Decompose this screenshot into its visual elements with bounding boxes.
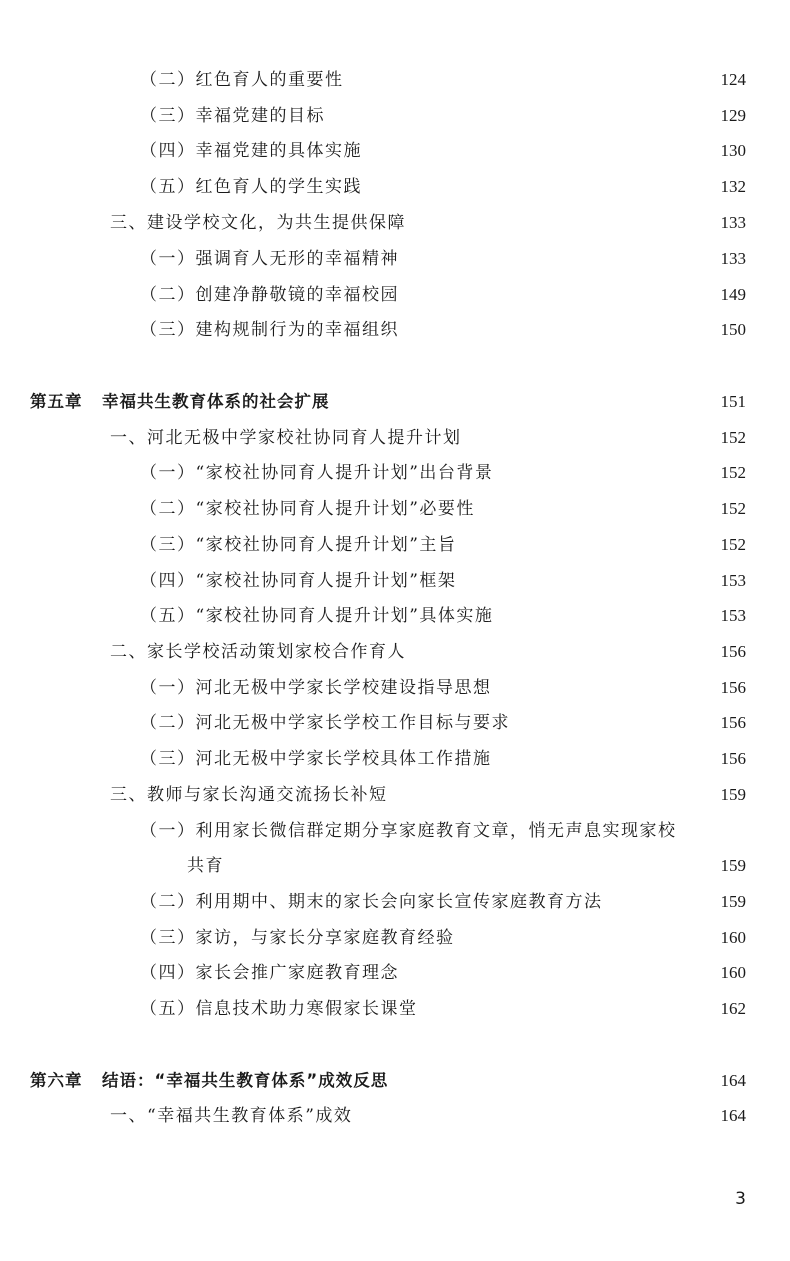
toc-entry-title: 一、“幸福共生教育体系”成效: [110, 1106, 353, 1126]
toc-entry-title: （一）河北无极中学家长学校建设指导思想: [140, 678, 492, 698]
toc-entry-title: （二）河北无极中学家长学校工作目标与要求: [140, 713, 510, 733]
toc-entry: [0, 241, 790, 277]
toc-entry-title: （三）幸福党建的目标: [140, 106, 325, 126]
toc-entry: [0, 955, 790, 991]
toc-entry-continuation: [0, 848, 790, 884]
toc-entry-title: 一、河北无极中学家校社协同育人提升计划: [110, 428, 462, 448]
toc-entry-page: 156: [720, 713, 746, 732]
toc-entry-title: （五）“家校社协同育人提升计划”具体实施: [140, 606, 494, 626]
toc-entry-title: （三）建构规制行为的幸福组织: [140, 320, 399, 340]
toc-entry: [0, 705, 790, 741]
toc-entry-page: 151: [720, 392, 746, 411]
toc-entry: [0, 62, 790, 98]
toc-entry: [0, 920, 790, 956]
toc-entry: [0, 491, 790, 527]
toc-entry-page: 160: [720, 928, 746, 947]
toc-entry-page: 164: [720, 1071, 746, 1090]
toc-entry-page: 150: [720, 320, 746, 339]
toc-entry: [0, 527, 790, 563]
chapter-title: 结语：“幸福共生教育体系”成效反思: [102, 1071, 389, 1090]
toc-entry-page: 152: [720, 463, 746, 482]
toc-entry: [0, 598, 790, 634]
toc-entry: [0, 813, 790, 849]
toc-entry-page: 156: [720, 749, 746, 768]
toc-entry-title: （二）创建净静敬镜的幸福校园: [140, 285, 399, 305]
toc-entry-page: 152: [720, 499, 746, 518]
toc-entry-page: 129: [720, 106, 746, 125]
toc-entry-title: （三）河北无极中学家长学校具体工作措施: [140, 749, 492, 769]
toc-entry-page: 153: [720, 571, 746, 590]
toc-chapter-heading: [0, 1063, 790, 1099]
toc-entry: [0, 1098, 790, 1134]
toc-entry-page: 132: [720, 177, 746, 196]
toc-entry-page: 130: [720, 141, 746, 160]
toc-entry: [0, 312, 790, 348]
toc-entry-title: （三）“家校社协同育人提升计划”主旨: [140, 535, 457, 555]
toc-entry-title: 三、教师与家长沟通交流扬长补短: [110, 785, 388, 805]
toc-entry-title: 三、建设学校文化，为共生提供保障: [110, 213, 406, 233]
toc-entry-title: 共育: [187, 856, 224, 876]
toc-entry-title: （五）信息技术助力寒假家长课堂: [140, 999, 418, 1019]
toc-entry: [0, 634, 790, 670]
chapter-title: 幸福共生教育体系的社会扩展: [102, 392, 330, 411]
toc-entry: [0, 777, 790, 813]
toc-entry-page: 149: [720, 285, 746, 304]
toc-entry-title: （五）红色育人的学生实践: [140, 177, 362, 197]
toc-entry: [0, 991, 790, 1027]
toc-entry-page: 160: [720, 963, 746, 982]
toc-entry: [0, 420, 790, 456]
chapter-label: 第六章: [30, 1071, 83, 1090]
toc-entry-title: （二）红色育人的重要性: [140, 70, 344, 90]
toc-entry-title: （二）“家校社协同育人提升计划”必要性: [140, 499, 475, 519]
toc-entry-page: 153: [720, 606, 746, 625]
toc-entry-page: 156: [720, 678, 746, 697]
toc-entry: [0, 205, 790, 241]
toc-entry-title: （一）“家校社协同育人提升计划”出台背景: [140, 463, 494, 483]
page-number: 3: [735, 1189, 746, 1209]
toc-entry-page: 152: [720, 428, 746, 447]
toc-entry: [0, 563, 790, 599]
toc-entry: [0, 455, 790, 491]
toc-entry: [0, 277, 790, 313]
toc-chapter-heading: [0, 384, 790, 420]
toc-entry-page: 133: [720, 249, 746, 268]
toc-entry-title: （四）“家校社协同育人提升计划”框架: [140, 571, 457, 591]
toc-entry: [0, 133, 790, 169]
toc-entry: [0, 884, 790, 920]
toc-entry-page: 124: [720, 70, 746, 89]
toc-entry-page: 133: [720, 213, 746, 232]
toc-entry-page: 159: [720, 892, 746, 911]
toc-entry-title: （一）利用家长微信群定期分享家庭教育文章，悄无声息实现家校: [140, 821, 677, 841]
toc-entry: [0, 670, 790, 706]
toc-entry-page: 162: [720, 999, 746, 1018]
toc-entry-page: 159: [720, 856, 746, 875]
toc-entry-title: （四）幸福党建的具体实施: [140, 141, 362, 161]
toc-entry: [0, 741, 790, 777]
toc-entry: [0, 98, 790, 134]
toc-entry-title: （四）家长会推广家庭教育理念: [140, 963, 399, 983]
chapter-label: 第五章: [30, 392, 83, 411]
toc-entry: [0, 169, 790, 205]
toc-entry-title: 二、家长学校活动策划家校合作育人: [110, 642, 406, 662]
toc-entry-title: （二）利用期中、期末的家长会向家长宣传家庭教育方法: [140, 892, 603, 912]
toc-entry-page: 164: [720, 1106, 746, 1125]
toc-entry-title: （三）家访，与家长分享家庭教育经验: [140, 928, 455, 948]
toc-entry-page: 152: [720, 535, 746, 554]
toc-entry-page: 156: [720, 642, 746, 661]
toc-entry-title: （一）强调育人无形的幸福精神: [140, 249, 399, 269]
toc-entry-page: 159: [720, 785, 746, 804]
